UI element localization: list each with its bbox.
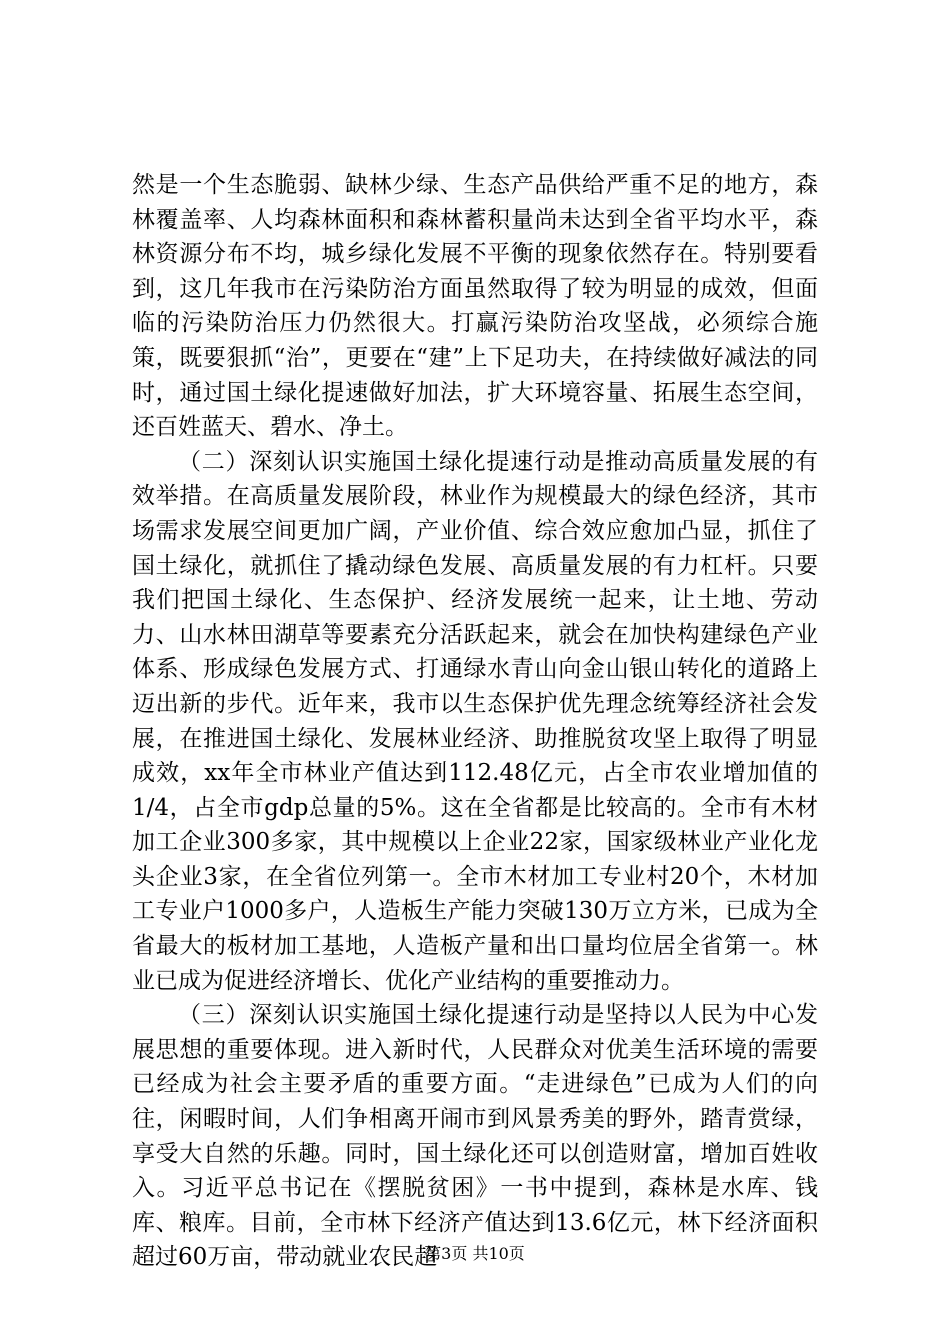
paragraph-1: 然是一个生态脆弱、缺林少绿、生态产品供给严重不足的地方，森林覆盖率、人均森林面积和森林蓄积量尚未达到全省平均水平，森林资源分布不均，城乡绿化发展不平衡的现象依然存在。特别要看到，这几年我市在污染防治方面虽然取得了较为明显的成效，但面临的污染防治压力仍然很大。打赢污染防治攻坚战，必须综合施策，既要狠抓“治”，更要在“建”上下足功夫，在持续做好减法的同时，通过国土绿化提速做好加法，扩大环境容量、拓展生态空间，还百姓蓝天、碧水、净土。	[132, 172, 818, 441]
paragraph-3: （三）深刻认识实施国土绿化提速行动是坚持以人民为中心发展思想的重要体现。进入新时代，人民群众对优美生活环境的需要已经成为社会主要矛盾的重要方面。“走进绿色”已成为人们的向往，闲暇时间，人们争相离开闹市到风景秀美的野外，踏青赏绿，享受大自然的乐趣。同时，国土绿化还可以创造财富，增加百姓收入。习近平总书记在《摆脱贫困》一书中提到，森林是水库、钱库、粮库。目前，全市林下经济产值达到13.6亿元，林下经济面积超过60万亩，带动就业农民超	[132, 1002, 818, 1271]
document-body	[132, 168, 818, 1275]
paragraph-2: （二）深刻认识实施国土绿化提速行动是推动高质量发展的有效举措。在高质量发展阶段，林业作为规模最大的绿色经济，其市场需求发展空间更加广阔，产业价值、综合效应愈加凸显，抓住了国土绿化，就抓住了撬动绿色发展、高质量发展的有力杠杆。只要我们把国土绿化、生态保护、经济发展统一起来，让土地、劳动力、山水林田湖草等要素充分活跃起来，就会在加快构建绿色产业体系、形成绿色发展方式、打通绿水青山向金山银山转化的道路上迈出新的步代。近年来，我市以生态保护优先理念统筹经济社会发展，在推进国土绿化、发展林业经济、助推脱贫攻坚上取得了明显成效，xx年全市林业产值达到112.48亿元，占全市农业增加值的1/4，占全市gdp总量的5%。这在全省都是比较高的。全市有木材加工企业300多家，其中规模以上企业22家，国家级林业产业化龙头企业3家，在全省位列第一。全市木材加工专业村20个，木材加工专业户1000多户，人造板生产能力突破130万立方米，已成为全省最大的板材加工基地，人造板产量和出口量均位居全省第一。林业已成为促进经济增长、优化产业结构的重要推动力。	[132, 448, 818, 994]
page-footer: 第3页 共10页	[425, 1244, 525, 1263]
